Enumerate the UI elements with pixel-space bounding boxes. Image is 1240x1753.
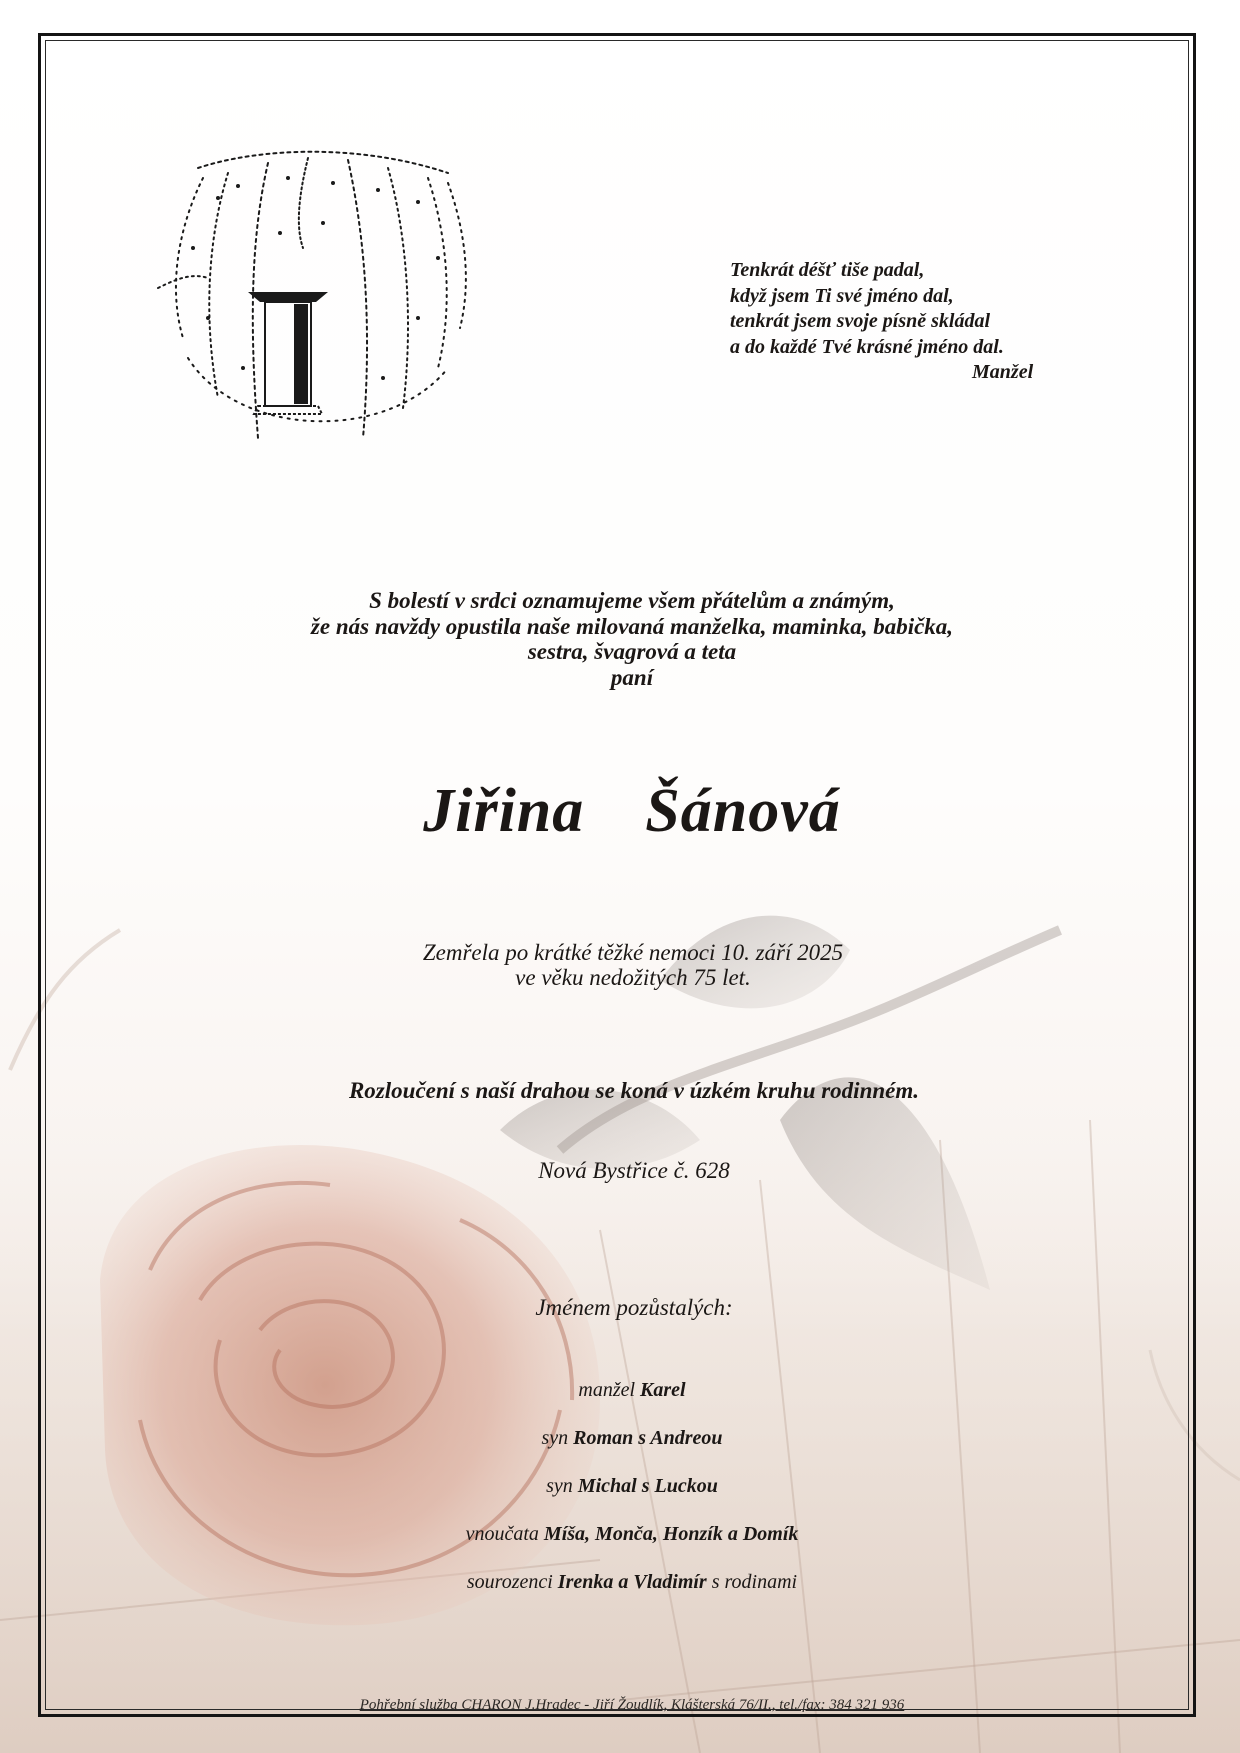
death-details-line: Zemřela po krátké těžké nemoci 10. září 2025	[422, 940, 844, 965]
survivor-row	[24, 1462, 1240, 1510]
survivor-row	[24, 1510, 1240, 1558]
survivor-names: Roman s Andreou	[573, 1427, 723, 1449]
death-details-line: ve věku nedožitých 75 let.	[515, 965, 751, 990]
survivor-names: Michal s Luckou	[577, 1475, 718, 1497]
survivor-relation: syn	[541, 1427, 569, 1449]
survivor-row	[24, 1414, 1240, 1462]
survivor-relation: manžel	[578, 1379, 636, 1401]
announcement-line: paní	[610, 664, 654, 690]
announcement-line: sestra, švagrová a teta	[527, 639, 737, 664]
weeping-willow-urn-icon	[148, 138, 478, 458]
announcement-line: S bolestí v srdci oznamujeme všem přátelům a známým,	[369, 588, 895, 613]
announcement-line: že nás navždy opustila naše milovaná manželka, maminka, babička,	[310, 613, 954, 639]
survivor-suffix: s rodinami	[711, 1571, 798, 1593]
funeral-service-footer: Pohřební služba CHARON J.Hradec - Jiří Žoudlík, Klášterská 76/II., tel./fax: 384 321 936	[359, 1697, 905, 1713]
farewell-notice: Rozloučení s naší drahou se koná v úzkém kruhu rodinném.	[348, 1078, 920, 1103]
address: Nová Bystřice č. 628	[538, 1158, 730, 1183]
survivor-names: Míša, Monča, Honzík a Domík	[543, 1523, 799, 1545]
poem-line: když jsem Ti své jméno dal,	[730, 284, 954, 307]
poem-line: tenkrát jsem svoje písně skládal	[730, 310, 990, 332]
poem-signature: Manžel	[972, 361, 1034, 383]
deceased-name: Jiřina Šánová	[423, 777, 841, 845]
survivor-relation: syn	[546, 1475, 573, 1497]
survivors-heading: Jménem pozůstalých:	[535, 1295, 733, 1320]
survivor-relation: sourozenci	[466, 1571, 553, 1593]
poem-line: a do každé Tvé krásné jméno dal.	[730, 335, 1004, 358]
survivor-relation: vnoučata	[465, 1523, 539, 1545]
poem-line: Tenkrát déšť tiše padal,	[730, 259, 925, 281]
survivor-row	[24, 1558, 1240, 1606]
survivor-names: Irenka a Vladimír	[557, 1571, 707, 1593]
survivors-list	[0, 1366, 1240, 1606]
death-details	[0, 940, 1240, 990]
memorial-poem	[730, 258, 1120, 386]
death-announcement	[0, 588, 1240, 690]
survivor-names: Karel	[640, 1379, 686, 1401]
survivor-row	[24, 1366, 1240, 1414]
